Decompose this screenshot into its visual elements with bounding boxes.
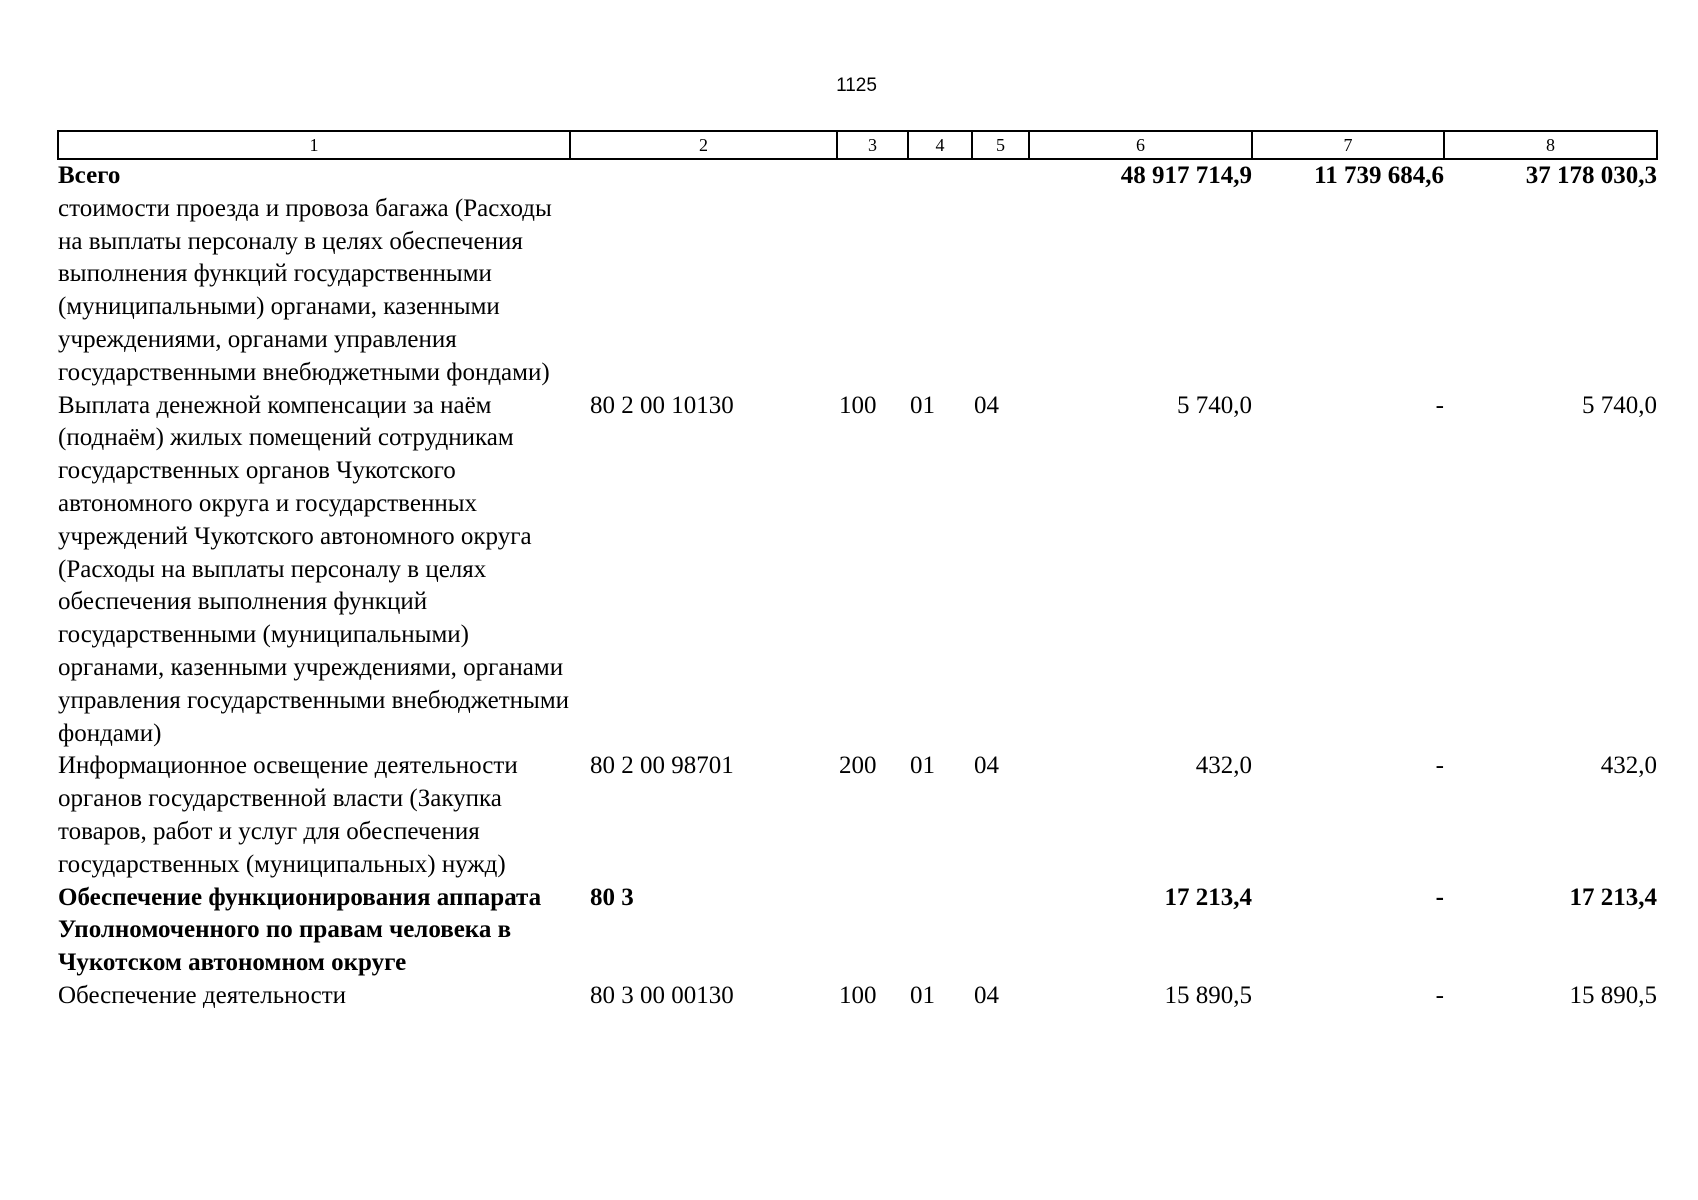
row-expense-type: 200 [839,752,877,780]
row-amount-col7 [1252,193,1444,390]
table-body [58,159,1657,1013]
row-code: 80 3 00 00130 [590,981,734,1009]
column-number-1: 1 [58,131,570,159]
column-number-7: 7 [1252,131,1444,159]
row-section: 01 [910,752,935,780]
row-amount-col7: - [1435,883,1444,911]
row-subsection [972,882,1029,980]
column-number-5: 5 [972,131,1029,159]
row-name: Всего [58,162,121,189]
row-code [570,193,837,390]
row-name: Обеспечение деятельности [58,981,347,1009]
row-name: Выплата денежной компенсации за наём (поднаём) жилых помещений сотрудникам государственных органов Чукотского автономного округа и государственных учреждений Чукотского автономного округа (Расходы на выплаты персоналу в целях обеспечения выполнения функций государственными (муниципальными) органами, казенными учреждениями, органами управления государственными внебюджетными фондами) [58,391,570,747]
row-expense-type: 100 [839,981,877,1009]
row-expense-type [837,193,908,390]
row-amount-col8: 5 740,0 [1582,391,1657,419]
page-number: 1125 [836,75,877,96]
row-amount-col8: 15 890,5 [1569,981,1657,1009]
row-section [908,882,972,980]
row-section [908,193,972,390]
row-expense-type [837,159,908,193]
row-amount-total: 48 917 714,9 [1120,162,1252,189]
row-name: Информационное освещение деятельности органов государственной власти (Закупка товаров, работ и услуг для обеспечения государственных (муниципальных) нужд) [58,752,518,878]
row-code: 80 2 00 98701 [590,752,734,780]
table-row-section [58,882,1657,980]
column-number-2: 2 [570,131,837,159]
row-amount-col8 [1444,193,1657,390]
row-expense-type [837,882,908,980]
row-amount-total: 17 213,4 [1164,883,1252,911]
column-number-4: 4 [908,131,972,159]
row-code: 80 2 00 10130 [590,391,734,419]
row-amount-col7: - [1435,752,1444,780]
row-subsection [972,159,1029,193]
row-amount-col8: 17 213,4 [1569,883,1657,911]
table-header [58,131,1657,159]
column-number-8: 8 [1444,131,1657,159]
row-name: Обеспечение функционирования аппарата Уполномоченного по правам человека в Чукотском автономном округе [58,883,542,977]
row-section: 01 [910,391,935,419]
row-amount-col8: 432,0 [1600,752,1657,780]
table-row [58,390,1657,751]
table-row [58,750,1657,881]
row-code: 80 3 [590,883,634,911]
row-amount-col7: - [1435,391,1444,419]
row-amount-total: 432,0 [1195,752,1252,780]
row-amount-total: 15 890,5 [1164,981,1252,1009]
table-row [58,980,1657,1013]
column-number-row [58,131,1657,159]
table-row-total [58,159,1657,193]
row-amount-total: 5 740,0 [1177,391,1252,419]
row-amount-col7: 11 739 684,6 [1314,162,1444,189]
row-expense-type: 100 [839,391,877,419]
row-subsection: 04 [974,981,999,1009]
row-subsection [972,193,1029,390]
budget-table [57,130,1658,1013]
row-code [570,159,837,193]
column-number-6: 6 [1029,131,1252,159]
column-number-3: 3 [837,131,908,159]
row-subsection: 04 [974,752,999,780]
row-amount-total [1029,193,1252,390]
row-amount-col7: - [1435,981,1444,1009]
row-subsection: 04 [974,391,999,419]
table-row [58,193,1657,390]
row-name: стоимости проезда и провоза багажа (Расходы на выплаты персоналу в целях обеспечения выполнения функций государственными (муниципальными) органами, казенными учреждениями, органами управления государственными внебюджетными фондами) [58,194,552,386]
row-section [908,159,972,193]
row-section: 01 [910,981,935,1009]
row-amount-col8: 37 178 030,3 [1525,162,1657,189]
